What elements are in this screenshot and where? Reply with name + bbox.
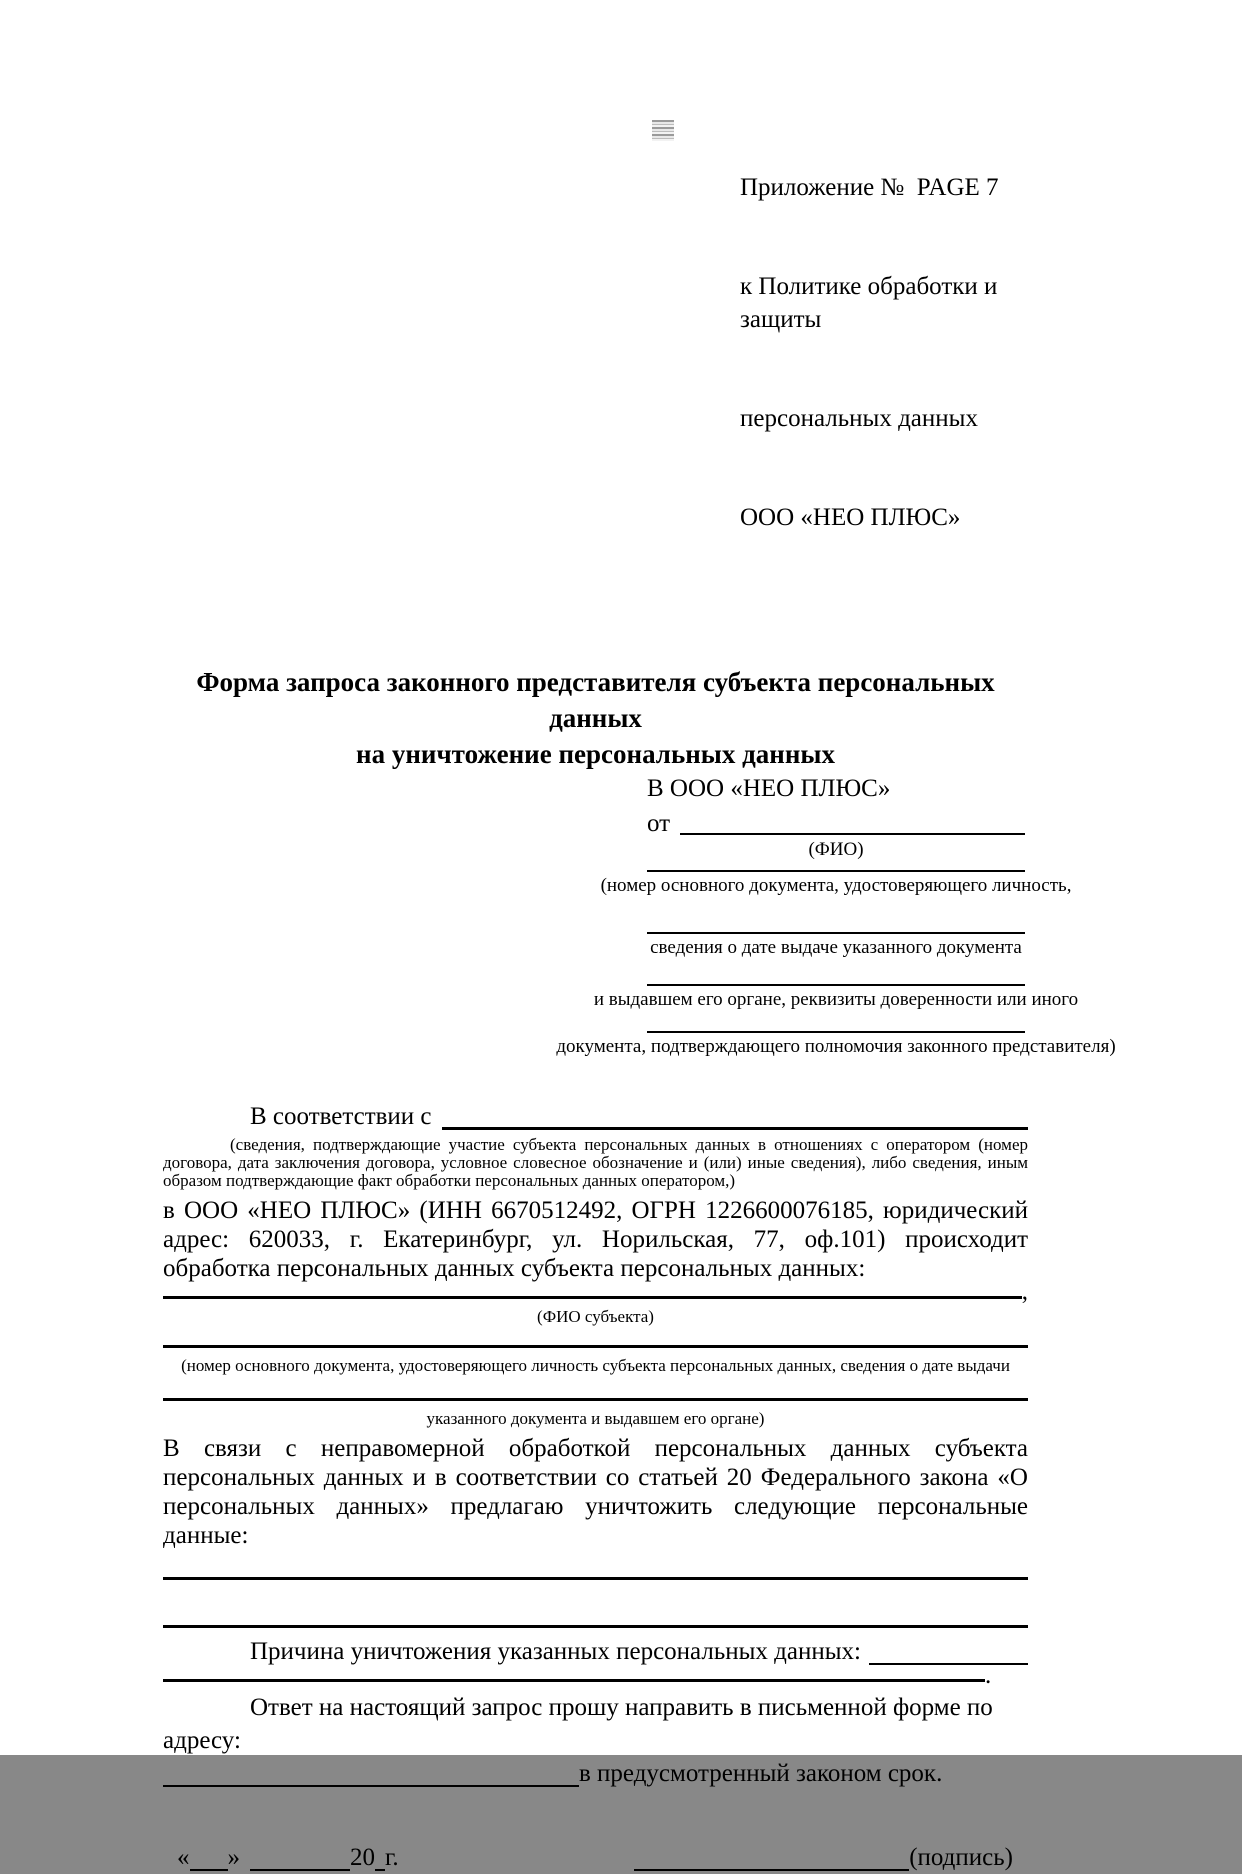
operator-paragraph: в ООО «НЕО ПЛЮС» (ИНН 6670512492, ОГРН 1226600076185, юридический адрес: 620033, г. Екатеринбург, ул. Норильская, 77, оф.101) происходит обработка персональных данных субъекта персональных данных: [163, 1197, 1028, 1282]
date-year-fill-line [375, 1869, 385, 1871]
form-title [163, 664, 1028, 772]
signature-group [634, 1841, 1013, 1874]
date-open-quote: « [177, 1844, 190, 1871]
reason-continuation-row [163, 1662, 1028, 1689]
subject-caption-document-1: (номер основного документа, удостоверяющего личность субъекта персональных данных, сведения о дате выдачи [181, 1356, 1010, 1375]
form-title-line-1: Форма запроса законного представителя субъекта персональных данных [196, 667, 995, 733]
signature-fill-line [634, 1869, 909, 1871]
date-month-fill-line [250, 1869, 350, 1871]
subject-fio-line-comma: , [1021, 1278, 1028, 1305]
reason-fill-line-1 [869, 1663, 1028, 1665]
personal-data-fill-line-1 [163, 1550, 1028, 1580]
subject-caption-document-2: указанного документа и выдавшем его органе) [426, 1409, 765, 1428]
caption-id-document-2: сведения о дате выдаче указанного документа [650, 937, 1022, 958]
date-year-prefix: 20 [350, 1844, 375, 1871]
accordance-fill-line [442, 1127, 1028, 1130]
reason-period: . [985, 1662, 992, 1689]
subject-document-fill-line-1 [163, 1345, 1028, 1348]
subject-document-fill-row-1 [163, 1328, 1028, 1351]
representative-document-fill-line-2 [647, 898, 1025, 934]
caption-fio: (ФИО) [808, 839, 864, 860]
caption-id-document-1: (номер основного документа, удостоверяющего личность, [600, 875, 1072, 896]
destruction-request-paragraph: В связи с неправомерной обработкой персональных данных субъекта персональных данных и в соответствии со статьей 20 Федерального закона «О персональных данных» предлагаю уничтожить следующие персональные данные: [163, 1435, 1028, 1549]
reply-term-text: в предусмотренный законом срок. [579, 1760, 943, 1787]
document-header [740, 105, 1028, 600]
representative-document-fill-line-4 [647, 1012, 1025, 1033]
caption-id-document-3: и выдавшем его органе, реквизиты доверенности или иного [593, 989, 1079, 1010]
form-title-line-2: на уничтожение персональных данных [356, 739, 835, 769]
addressee-company-line: В ООО «НЕО ПЛЮС» [647, 775, 891, 802]
subject-caption-fio: (ФИО субъекта) [537, 1307, 654, 1326]
document-content [163, 0, 1116, 1874]
subject-fio-fill-line [163, 1296, 1022, 1299]
date-group [177, 1841, 399, 1874]
reason-row [163, 1635, 1028, 1668]
accordance-row [163, 1100, 1028, 1133]
reason-fill-line-2 [163, 1679, 985, 1682]
subject-document-fill-row-2 [163, 1377, 1028, 1404]
accordance-footnote: (сведения, подтверждающие участие субъекта персональных данных в отношениях с оператором (номер договора, дата заключения договора, условное словесное обозначение и (или) иные сведения), либо сведения, иным образом подтверждающие факт обработки персональных данных оператором,) [163, 1135, 1028, 1190]
representative-document-fill-line-1 [647, 862, 1025, 872]
date-year-suffix: г. [385, 1844, 399, 1871]
reply-request-line: Ответ на настоящий запрос прошу направить в письменной форме по адресу: [163, 1694, 993, 1754]
addressee-block [556, 772, 1116, 1059]
policy-reference-line-1: к Политике обработки и защиты [740, 273, 1004, 333]
date-signature-row [163, 1841, 1028, 1874]
signature-caption: (подпись) [909, 1844, 1013, 1871]
reason-lead: Причина уничтожения указанных персональных данных: [250, 1638, 861, 1665]
appendix-number-line: Приложение № PAGE 7 [740, 174, 999, 201]
date-day-fill-line [190, 1869, 228, 1871]
reply-address-fill-line [163, 1785, 579, 1787]
representative-document-fill-line-3 [647, 960, 1025, 986]
from-label: от [647, 810, 671, 837]
caption-id-document-4: документа, подтверждающего полномочия законного представителя) [556, 1036, 1116, 1057]
header-company-name: ООО «НЕО ПЛЮС» [740, 504, 961, 531]
subject-fio-fill-row [163, 1278, 1028, 1305]
date-close-quote: » [227, 1844, 240, 1871]
reply-address-row [163, 1757, 1028, 1790]
policy-reference-line-2: персональных данных [740, 405, 978, 432]
accordance-lead: В соответствии с [250, 1103, 432, 1130]
representative-name-fill-line [680, 833, 1025, 835]
from-row [647, 805, 1025, 838]
subject-document-fill-line-2 [163, 1398, 1028, 1401]
personal-data-fill-line-2 [163, 1580, 1028, 1628]
